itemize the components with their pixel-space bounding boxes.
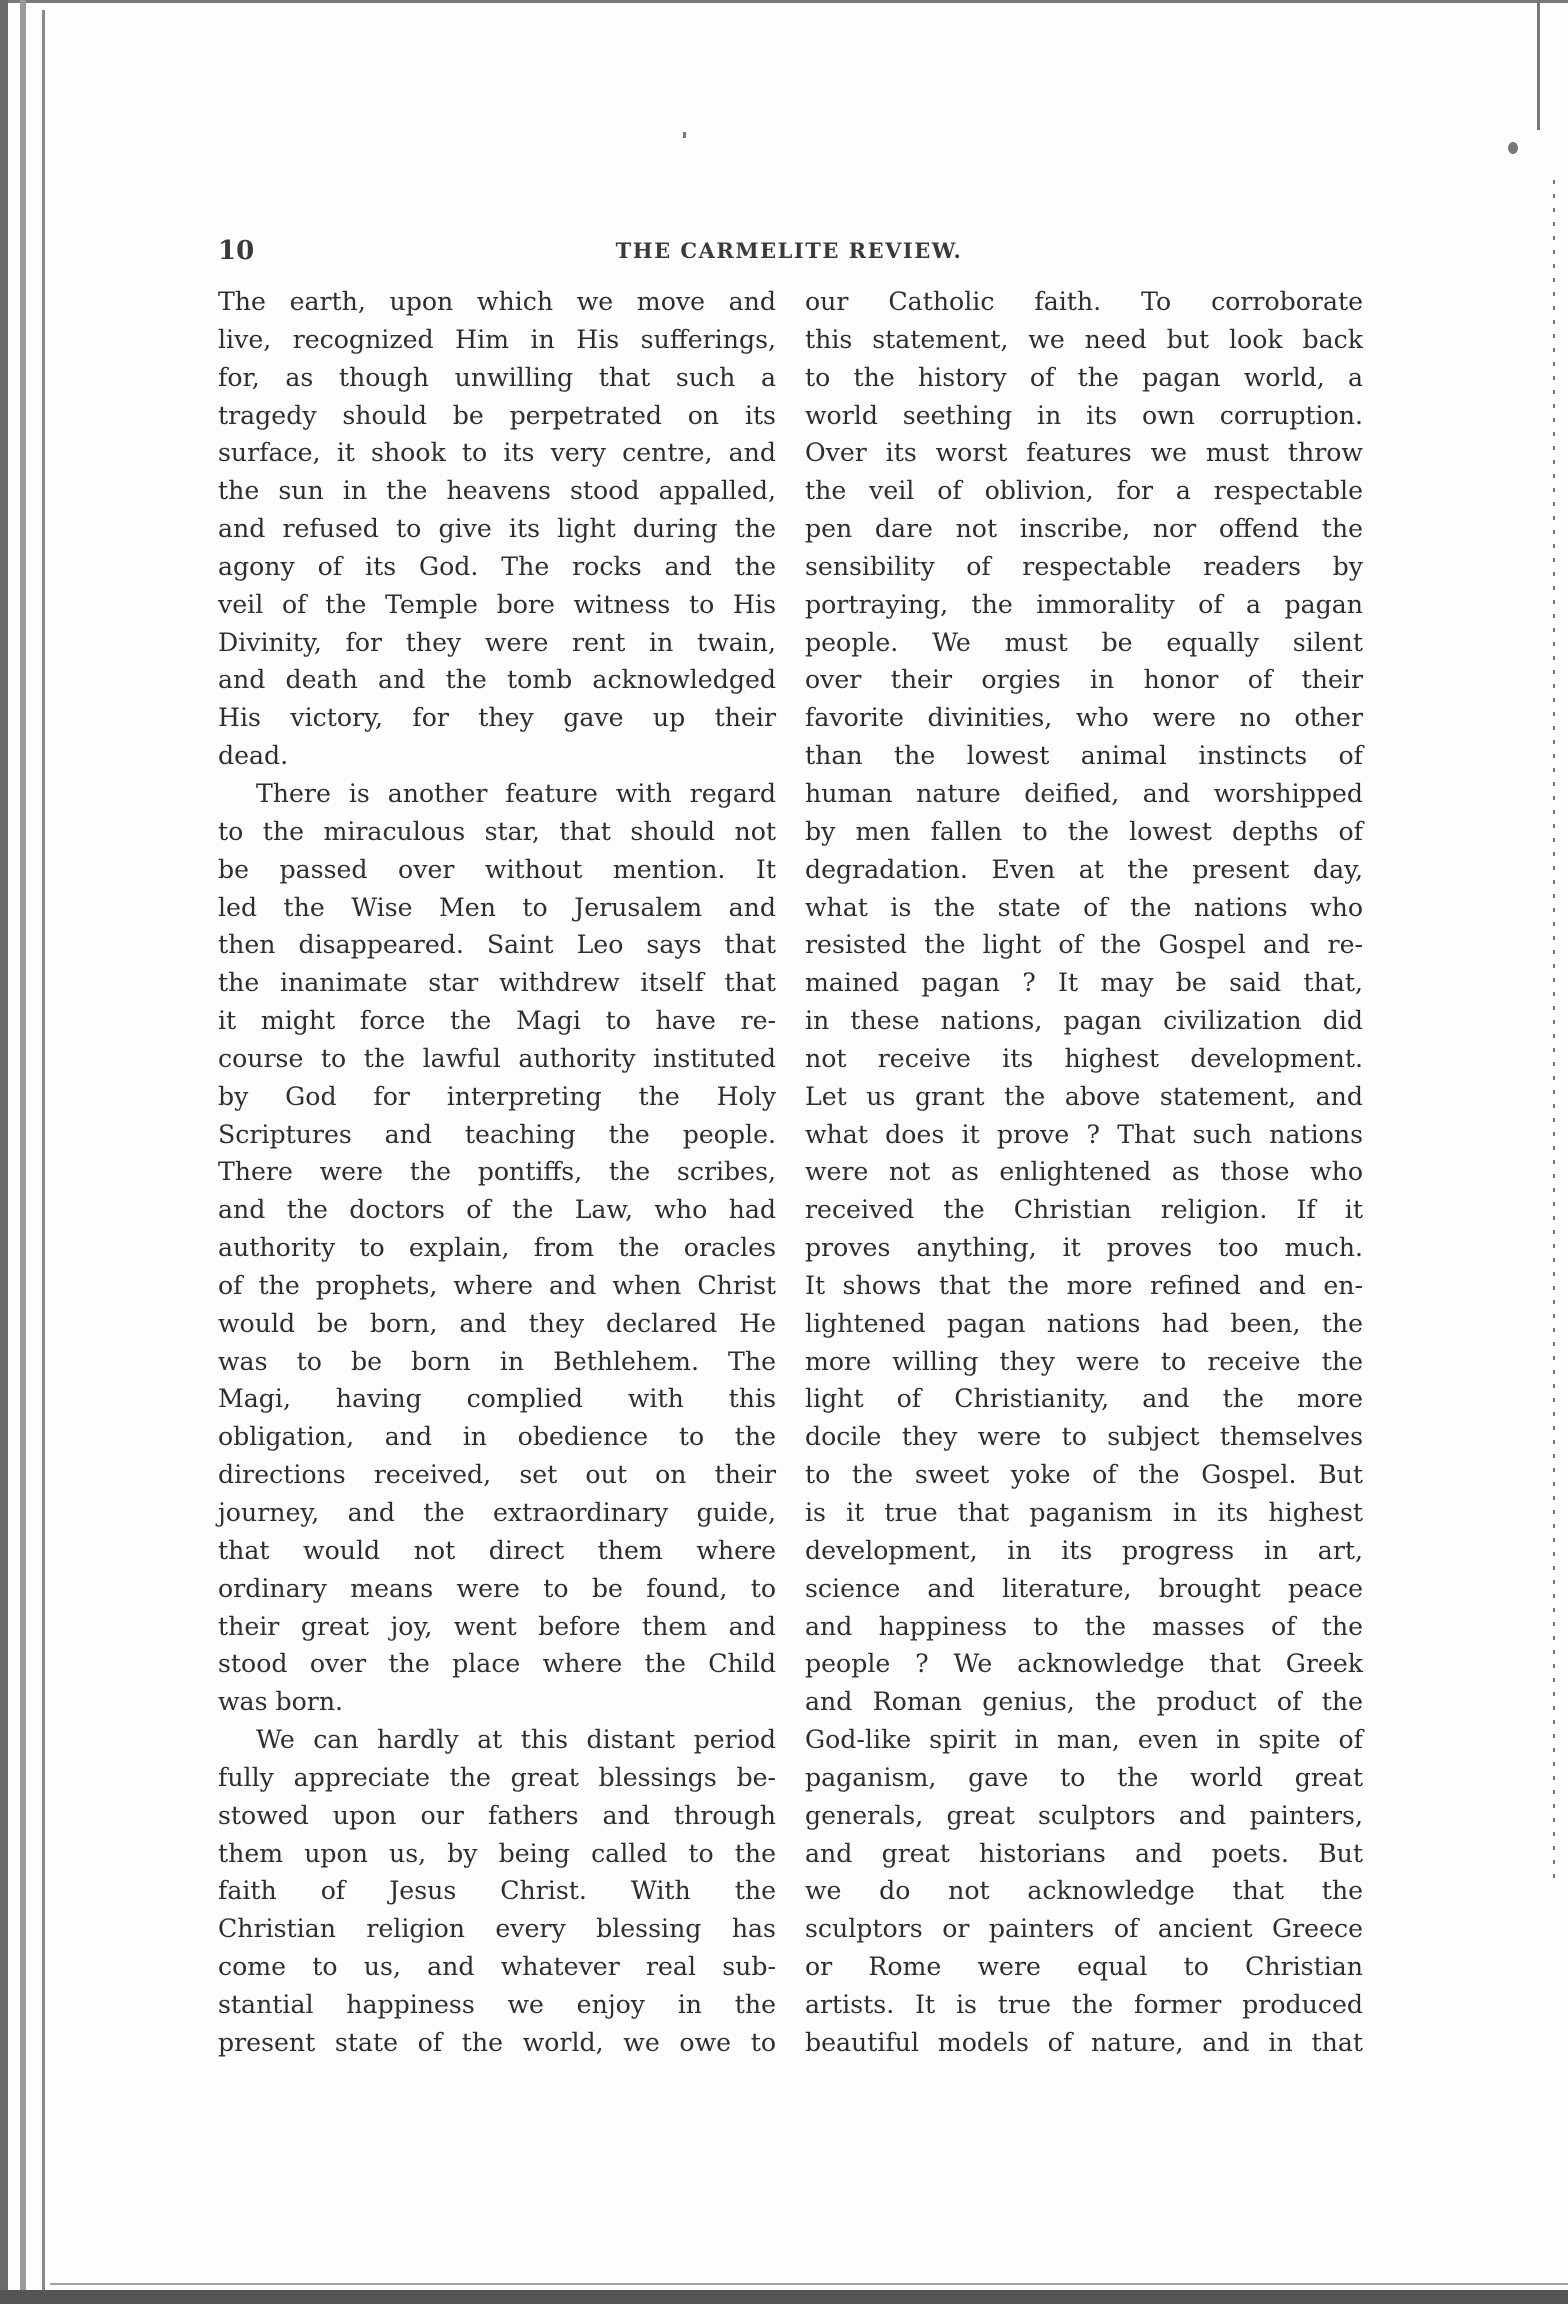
scan-page-edge-rule [42, 10, 45, 2290]
text-line: Over its worst features we must throw [805, 438, 1363, 468]
text-line: pen dare not inscribe, nor offend the [805, 514, 1363, 544]
text-line: journey, and the extraordinary guide, [218, 1498, 776, 1527]
text-line: stowed upon our fathers and through [218, 1800, 776, 1830]
text-line: more willing they were to receive the [805, 1346, 1363, 1376]
text-line: directions received, set out on their [218, 1460, 776, 1490]
text-line: was born. [218, 1687, 344, 1717]
text-line: generals, great sculptors and painters, [805, 1800, 1363, 1830]
text-line: dead. [218, 741, 289, 771]
text-line: Scriptures and teaching the people. [218, 1119, 776, 1149]
text-line: and great historians and poets. But [805, 1838, 1363, 1868]
text-line: course to the lawful authority instituted [218, 1043, 776, 1073]
text-line: science and literature, brought peace [805, 1573, 1363, 1603]
text-line: portraying, the immorality of a pagan [805, 589, 1363, 619]
text-line: stantial happiness we enjoy in the [218, 1989, 776, 2019]
scan-right-dotted-edge [1553, 180, 1555, 1880]
text-line: what is the state of the nations who [805, 892, 1363, 922]
text-line: it might force the Magi to have re- [218, 1006, 776, 1036]
text-line: be passed over without mention. It [218, 854, 776, 884]
text-line: human nature deified, and worshipped [805, 778, 1363, 808]
text-line: and the doctors of the Law, who had [218, 1195, 776, 1225]
text-line: Magi, having complied with this [218, 1384, 776, 1414]
text-line: to the history of the pagan world, a [805, 362, 1363, 392]
paragraph [218, 775, 776, 1721]
text-line: the veil of oblivion, for a respectable [805, 476, 1363, 506]
paragraph [218, 283, 776, 775]
text-line: lightened pagan nations had been, the [805, 1308, 1363, 1338]
text-line: God-like spirit in man, even in spite of [805, 1725, 1363, 1755]
text-line: mained pagan ? It may be said that, [805, 968, 1363, 998]
text-line: authority to explain, from the oracles [218, 1233, 776, 1263]
text-line: to the miraculous star, that should not [218, 816, 776, 846]
text-line: The earth, upon which we move and [218, 287, 776, 316]
text-line: not receive its highest development. [805, 1043, 1363, 1073]
text-line: the inanimate star withdrew itself that [218, 968, 776, 998]
text-line: our Catholic faith. To corroborate [805, 287, 1363, 316]
text-line: favorite divinities, who were no other [805, 703, 1363, 733]
text-line: in these nations, pagan civilization did [805, 1006, 1363, 1036]
text-line: tragedy should be perpetrated on its [218, 400, 776, 430]
text-line: proves anything, it proves too much. [805, 1233, 1363, 1263]
text-line: docile they were to subject themselves [805, 1422, 1363, 1452]
text-line: the sun in the heavens stood appalled, [218, 476, 776, 506]
text-column-left [218, 283, 776, 2062]
text-line: them upon us, by being called to the [218, 1838, 776, 1868]
text-line: led the Wise Men to Jerusalem and [218, 892, 776, 922]
text-line: There were the pontiffs, the scribes, [218, 1157, 776, 1187]
text-line: and Roman genius, the product of the [805, 1687, 1363, 1717]
running-title: THE CARMELITE REVIEW. [615, 238, 963, 263]
scan-bottom-band [0, 2290, 1568, 2304]
text-line: this statement, we need but look back [805, 324, 1363, 354]
text-line: by men fallen to the lowest depths of [805, 816, 1363, 846]
text-line: degradation. Even at the present day, [805, 854, 1363, 884]
text-line: their great joy, went before them and [218, 1611, 776, 1641]
text-line: by God for interpreting the Holy [218, 1081, 776, 1111]
text-line: Christian religion every blessing has [218, 1914, 776, 1944]
text-line: fully appreciate the great blessings be- [218, 1762, 776, 1792]
text-line: beautiful models of nature, and in that [805, 2027, 1363, 2057]
scan-binding-edge [0, 0, 8, 2304]
text-line: and happiness to the masses of the [805, 1611, 1363, 1641]
text-line: Let us grant the above statement, and [805, 1081, 1363, 1111]
text-line: come to us, and whatever real sub- [218, 1952, 776, 1982]
text-line: We can hardly at this distant period [256, 1725, 776, 1755]
text-line: then disappeared. Saint Leo says that [218, 930, 776, 960]
text-line: surface, it shook to its very centre, and [218, 438, 776, 468]
text-line: over their orgies in honor of their [805, 665, 1363, 695]
paragraph [805, 283, 1363, 2062]
text-line: artists. It is true the former produced [805, 1989, 1363, 2019]
text-line: live, recognized Him in His sufferings, [218, 324, 776, 354]
text-line: light of Christianity, and the more [805, 1384, 1363, 1414]
text-line: There is another feature with regard [256, 778, 776, 808]
scan-binding-edge-inner [20, 0, 26, 2304]
text-line: that would not direct them where [218, 1535, 776, 1565]
text-line: paganism, gave to the world great [805, 1762, 1363, 1792]
scan-right-edge [1537, 0, 1540, 130]
text-line: sculptors or painters of ancient Greece [805, 1914, 1363, 1944]
text-line: development, in its progress in art, [805, 1535, 1363, 1565]
text-line: present state of the world, we owe to [218, 2027, 776, 2057]
text-line: what does it prove ? That such nations [805, 1119, 1363, 1149]
text-line: sensibility of respectable readers by [805, 551, 1363, 581]
text-line: agony of its God. The rocks and the [218, 551, 776, 581]
text-line: and death and the tomb acknowledged [218, 665, 776, 695]
text-line: veil of the Temple bore witness to His [218, 589, 776, 619]
text-line: obligation, and in obedience to the [218, 1422, 776, 1452]
text-line: of the prophets, where and when Christ [218, 1270, 776, 1300]
text-line: resisted the light of the Gospel and re- [805, 930, 1363, 960]
text-line: world seething in its own corruption. [805, 400, 1363, 430]
paragraph [218, 1721, 776, 2062]
page-number: 10 [218, 236, 255, 266]
text-line: was to be born in Bethlehem. The [218, 1346, 776, 1376]
text-line: is it true that paganism in its highest [805, 1498, 1363, 1527]
text-line: stood over the place where the Child [218, 1649, 776, 1679]
text-line: we do not acknowledge that the [805, 1876, 1363, 1906]
text-line: and refused to give its light during the [218, 514, 776, 544]
text-line: would be born, and they declared He [218, 1308, 776, 1338]
text-line: people. We must be equally silent [805, 627, 1363, 657]
text-line: ordinary means were to be found, to [218, 1573, 776, 1603]
text-line: than the lowest animal instincts of [805, 741, 1363, 771]
text-line: to the sweet yoke of the Gospel. But [805, 1460, 1363, 1490]
text-line: received the Christian religion. If it [805, 1195, 1363, 1225]
text-line: or Rome were equal to Christian [805, 1952, 1363, 1982]
text-line: for, as though unwilling that such a [218, 362, 776, 392]
scan-bottom-page-edge [50, 2283, 1568, 2285]
text-line: It shows that the more refined and en- [805, 1270, 1363, 1300]
text-line: were not as enlightened as those who [805, 1157, 1363, 1187]
ink-blot [1508, 142, 1518, 154]
text-column-right [805, 283, 1363, 2062]
text-line: faith of Jesus Christ. With the [218, 1876, 776, 1906]
scan-top-edge [0, 0, 1568, 3]
text-line: people ? We acknowledge that Greek [805, 1649, 1363, 1679]
text-line: Divinity, for they were rent in twain, [218, 627, 776, 657]
text-line: His victory, for they gave up their [218, 703, 776, 733]
ink-speck [683, 132, 686, 138]
page-header [218, 236, 1360, 270]
